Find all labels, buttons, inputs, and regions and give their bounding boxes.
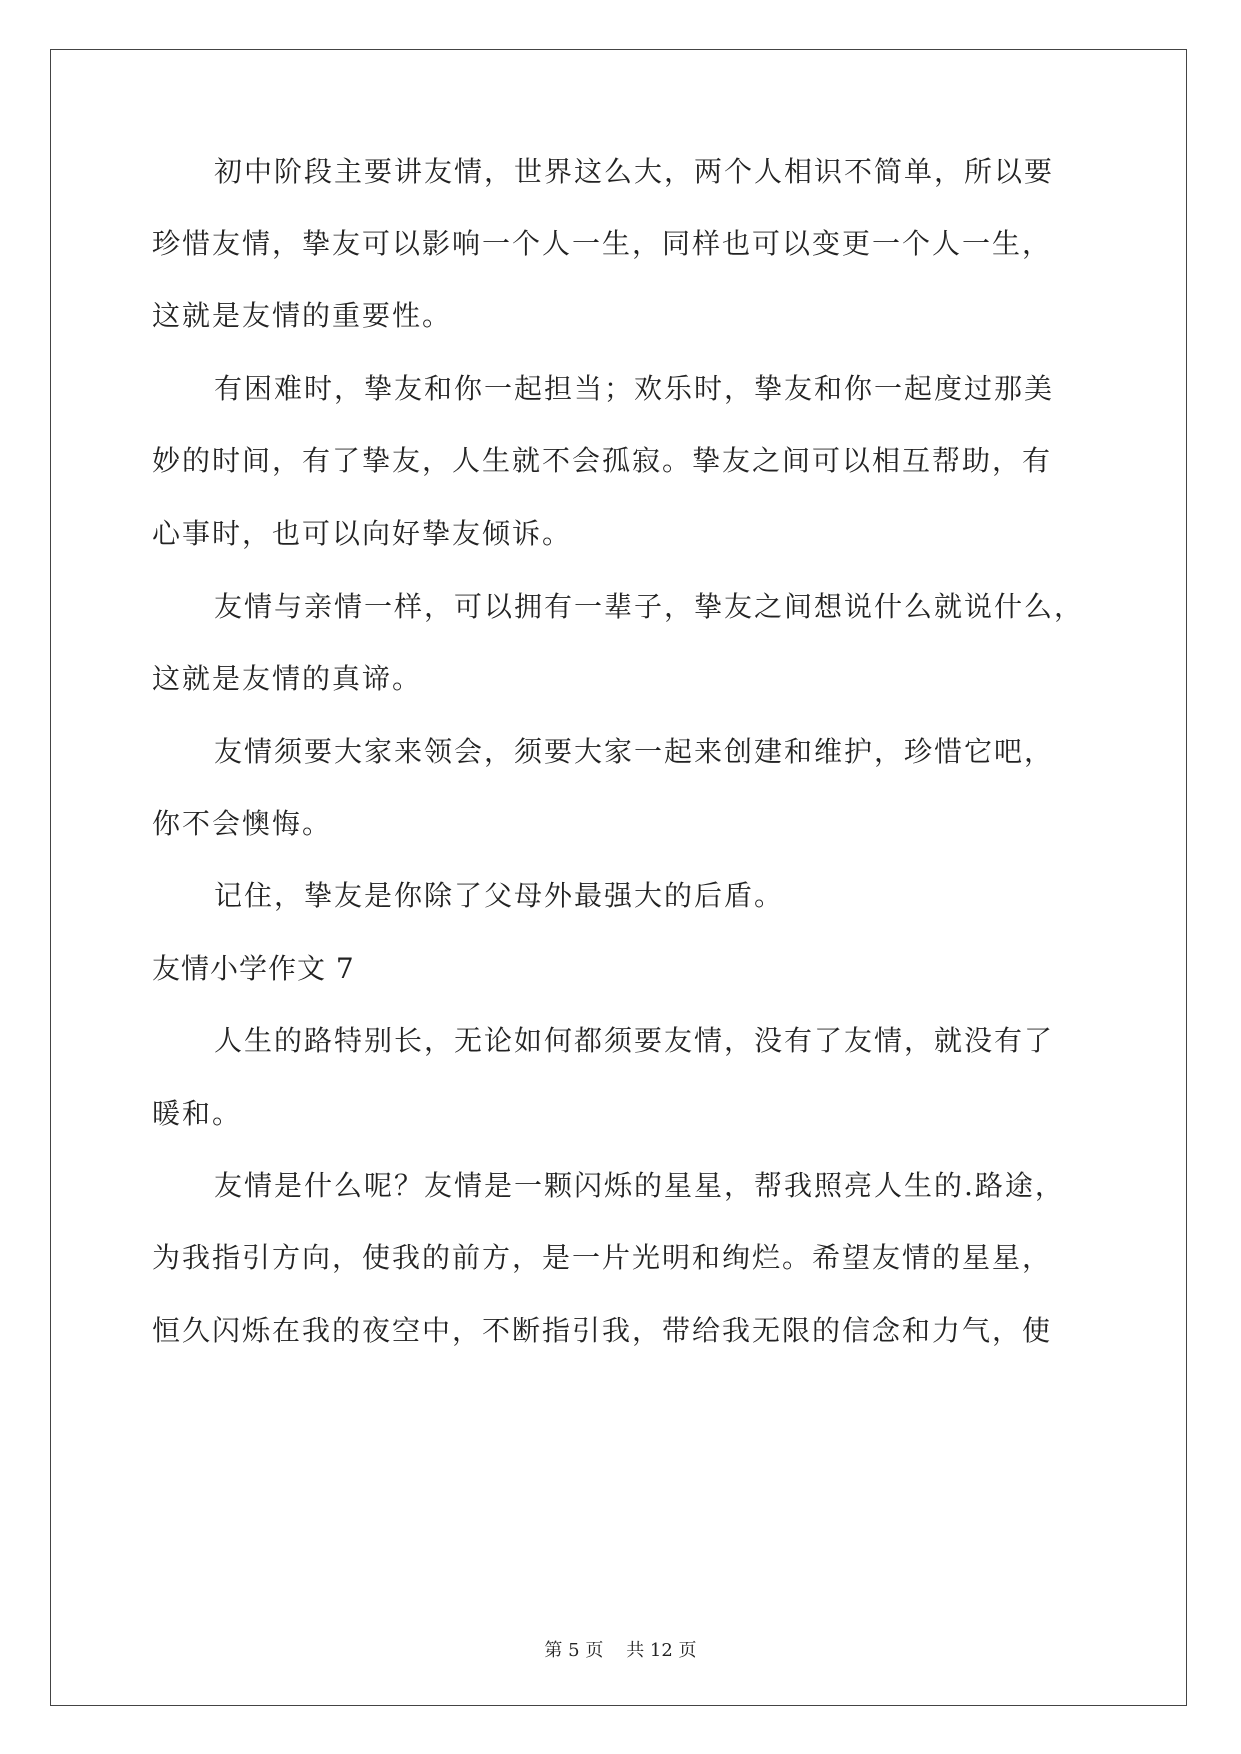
paragraph-4-line-1: 友情须要大家来领会，须要大家一起来创建和维护，珍惜它吧， bbox=[214, 735, 1055, 768]
paragraph-4-line-2: 你不会懊悔。 bbox=[152, 807, 333, 840]
paragraph-2-line-1: 有困难时，挚友和你一起担当；欢乐时，挚友和你一起度过那美 bbox=[214, 372, 1055, 405]
section-heading: 友情小学作文 7 bbox=[152, 952, 355, 985]
page-number-footer: 第 5 页 共 12 页 bbox=[544, 1640, 697, 1661]
page-border bbox=[50, 49, 1187, 1706]
paragraph-1-line-3: 这就是友情的重要性。 bbox=[152, 299, 453, 332]
paragraph-1-line-1: 初中阶段主要讲友情，世界这么大，两个人相识不简单，所以要 bbox=[214, 155, 1055, 188]
section-paragraph-2-line-1: 友情是什么呢？友情是一颗闪烁的星星，帮我照亮人生的.路途， bbox=[214, 1169, 1065, 1202]
paragraph-2-line-3: 心事时，也可以向好挚友倾诉。 bbox=[152, 517, 573, 550]
section-paragraph-1-line-2: 暖和。 bbox=[152, 1097, 243, 1130]
paragraph-1-line-2: 珍惜友情，挚友可以影响一个人一生，同样也可以变更一个人一生， bbox=[152, 227, 1053, 260]
paragraph-2-line-2: 妙的时间，有了挚友，人生就不会孤寂。挚友之间可以相互帮助，有 bbox=[152, 444, 1053, 477]
paragraph-5-line-1: 记住，挚友是你除了父母外最强大的后盾。 bbox=[214, 879, 785, 912]
section-paragraph-2-line-3: 恒久闪烁在我的夜空中，不断指引我，带给我无限的信念和力气，使 bbox=[152, 1314, 1053, 1347]
section-paragraph-2-line-2: 为我指引方向，使我的前方，是一片光明和绚烂。希望友情的星星， bbox=[152, 1241, 1053, 1274]
section-paragraph-1-line-1: 人生的路特别长，无论如何都须要友情，没有了友情，就没有了 bbox=[214, 1024, 1055, 1057]
paragraph-3-line-1: 友情与亲情一样，可以拥有一辈子，挚友之间想说什么就说什么， bbox=[214, 590, 1085, 623]
paragraph-3-line-2: 这就是友情的真谛。 bbox=[152, 662, 423, 695]
